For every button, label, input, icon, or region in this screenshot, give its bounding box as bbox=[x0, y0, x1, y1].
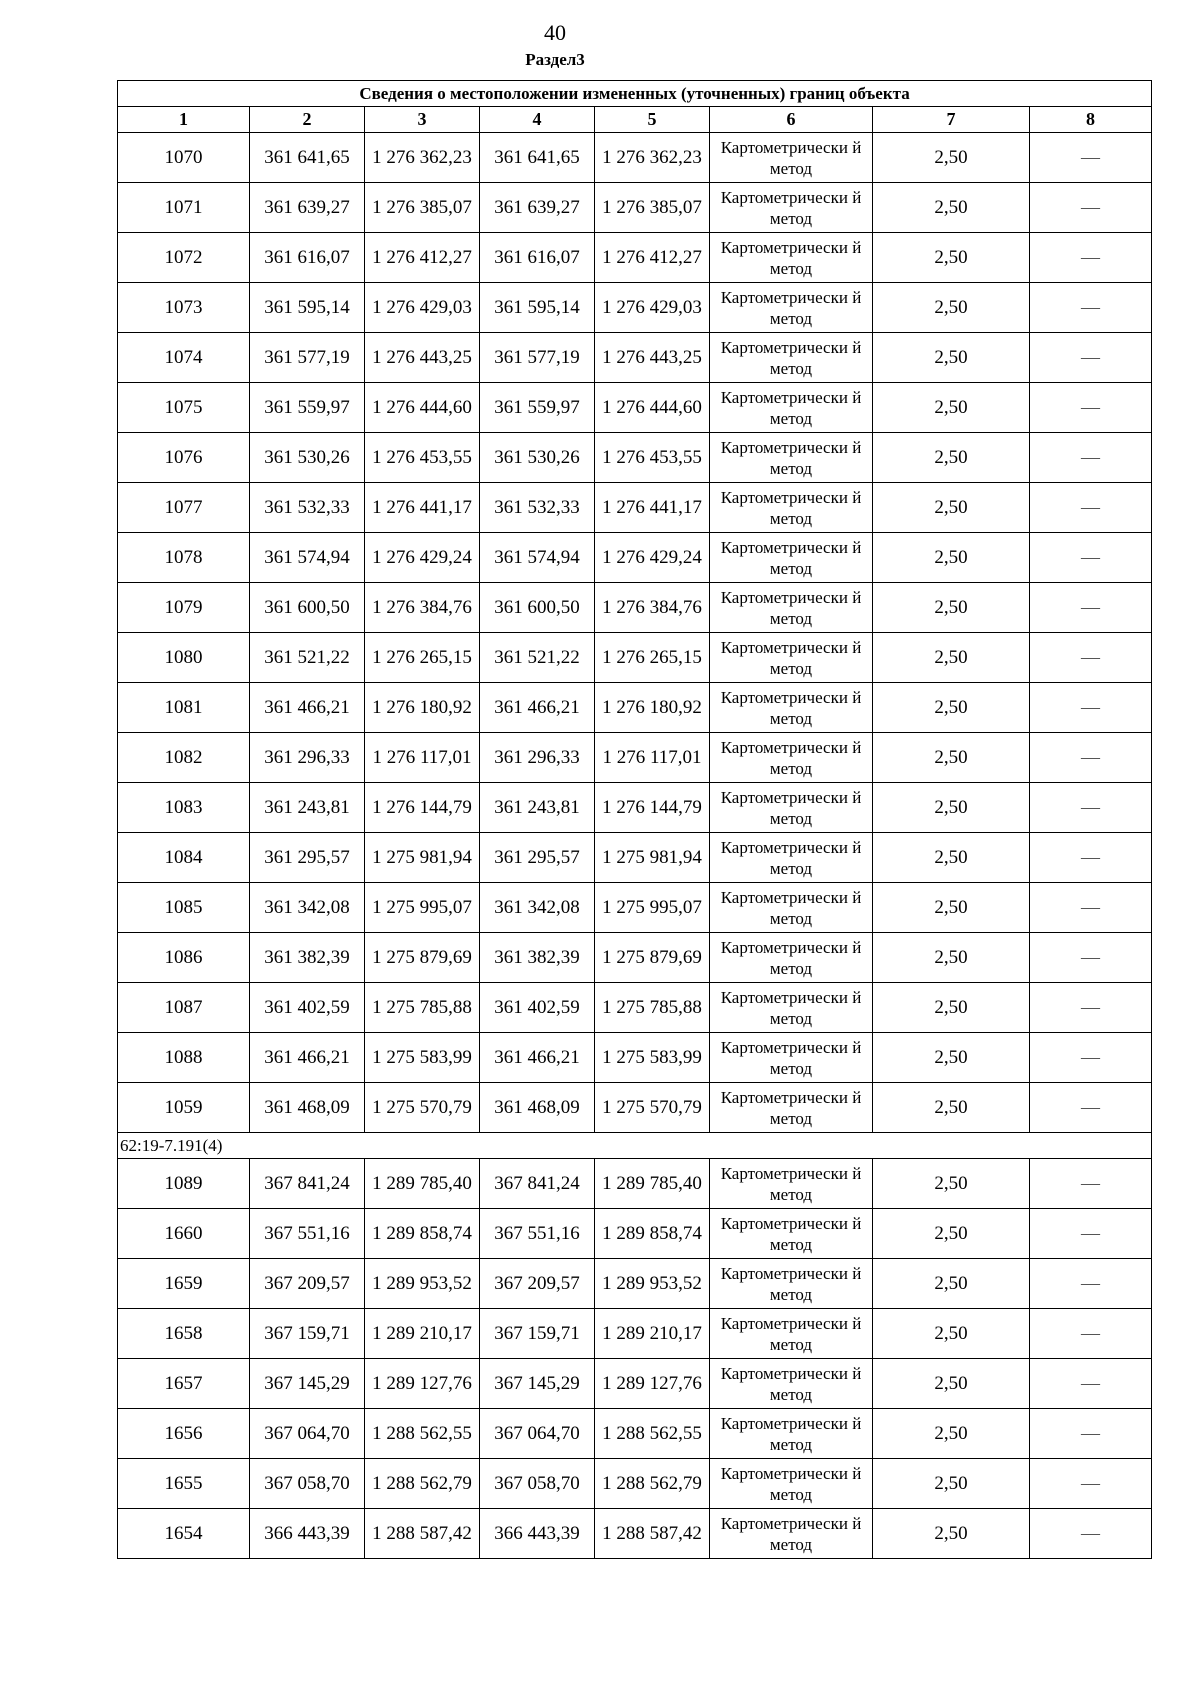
accuracy-cell: 2,50 bbox=[873, 883, 1030, 933]
description-cell: — bbox=[1030, 1509, 1152, 1559]
y-existing-cell: 1 288 587,42 bbox=[365, 1509, 480, 1559]
y-existing-cell: 1 276 412,27 bbox=[365, 233, 480, 283]
x-existing-cell: 361 295,57 bbox=[250, 833, 365, 883]
description-cell: — bbox=[1030, 133, 1152, 183]
description-cell: — bbox=[1030, 1033, 1152, 1083]
method-cell: Картометрически й метод bbox=[710, 833, 873, 883]
method-cell: Картометрически й метод bbox=[710, 133, 873, 183]
accuracy-cell: 2,50 bbox=[873, 1459, 1030, 1509]
x-existing-cell: 366 443,39 bbox=[250, 1509, 365, 1559]
x-refined-cell: 361 639,27 bbox=[480, 183, 595, 233]
y-refined-cell: 1 276 265,15 bbox=[595, 633, 710, 683]
description-cell: — bbox=[1030, 733, 1152, 783]
column-number: 3 bbox=[365, 107, 480, 133]
method-cell: Картометрически й метод bbox=[710, 1459, 873, 1509]
table-row bbox=[118, 933, 1152, 983]
accuracy-cell: 2,50 bbox=[873, 1159, 1030, 1209]
x-existing-cell: 361 521,22 bbox=[250, 633, 365, 683]
point-number-cell: 1658 bbox=[118, 1309, 250, 1359]
x-existing-cell: 361 595,14 bbox=[250, 283, 365, 333]
y-refined-cell: 1 275 995,07 bbox=[595, 883, 710, 933]
point-number-cell: 1075 bbox=[118, 383, 250, 433]
method-cell: Картометрически й метод bbox=[710, 583, 873, 633]
table-row bbox=[118, 533, 1152, 583]
accuracy-cell: 2,50 bbox=[873, 1209, 1030, 1259]
y-refined-cell: 1 289 953,52 bbox=[595, 1259, 710, 1309]
method-cell: Картометрически й метод bbox=[710, 1159, 873, 1209]
table-row bbox=[118, 1359, 1152, 1409]
accuracy-cell: 2,50 bbox=[873, 683, 1030, 733]
y-existing-cell: 1 276 362,23 bbox=[365, 133, 480, 183]
y-refined-cell: 1 276 144,79 bbox=[595, 783, 710, 833]
y-existing-cell: 1 276 429,03 bbox=[365, 283, 480, 333]
x-refined-cell: 367 058,70 bbox=[480, 1459, 595, 1509]
x-refined-cell: 361 466,21 bbox=[480, 1033, 595, 1083]
accuracy-cell: 2,50 bbox=[873, 783, 1030, 833]
method-cell: Картометрически й метод bbox=[710, 433, 873, 483]
x-existing-cell: 367 145,29 bbox=[250, 1359, 365, 1409]
method-cell: Картометрически й метод bbox=[710, 683, 873, 733]
method-cell: Картометрически й метод bbox=[710, 633, 873, 683]
x-refined-cell: 361 559,97 bbox=[480, 383, 595, 433]
x-existing-cell: 361 600,50 bbox=[250, 583, 365, 633]
y-existing-cell: 1 275 981,94 bbox=[365, 833, 480, 883]
table-row bbox=[118, 233, 1152, 283]
y-existing-cell: 1 289 127,76 bbox=[365, 1359, 480, 1409]
x-refined-cell: 361 600,50 bbox=[480, 583, 595, 633]
y-refined-cell: 1 276 453,55 bbox=[595, 433, 710, 483]
x-existing-cell: 367 159,71 bbox=[250, 1309, 365, 1359]
column-number: 4 bbox=[480, 107, 595, 133]
y-refined-cell: 1 288 587,42 bbox=[595, 1509, 710, 1559]
y-refined-cell: 1 276 362,23 bbox=[595, 133, 710, 183]
point-number-cell: 1082 bbox=[118, 733, 250, 783]
point-number-cell: 1655 bbox=[118, 1459, 250, 1509]
point-number-cell: 1072 bbox=[118, 233, 250, 283]
method-cell: Картометрически й метод bbox=[710, 283, 873, 333]
point-number-cell: 1087 bbox=[118, 983, 250, 1033]
description-cell: — bbox=[1030, 433, 1152, 483]
x-existing-cell: 361 466,21 bbox=[250, 1033, 365, 1083]
x-refined-cell: 367 159,71 bbox=[480, 1309, 595, 1359]
x-existing-cell: 361 559,97 bbox=[250, 383, 365, 433]
x-existing-cell: 367 841,24 bbox=[250, 1159, 365, 1209]
column-number: 5 bbox=[595, 107, 710, 133]
x-refined-cell: 361 574,94 bbox=[480, 533, 595, 583]
description-cell: — bbox=[1030, 183, 1152, 233]
accuracy-cell: 2,50 bbox=[873, 333, 1030, 383]
y-existing-cell: 1 276 385,07 bbox=[365, 183, 480, 233]
x-refined-cell: 361 243,81 bbox=[480, 783, 595, 833]
x-existing-cell: 367 064,70 bbox=[250, 1409, 365, 1459]
column-number: 1 bbox=[118, 107, 250, 133]
accuracy-cell: 2,50 bbox=[873, 483, 1030, 533]
method-cell: Картометрически й метод bbox=[710, 383, 873, 433]
x-refined-cell: 361 295,57 bbox=[480, 833, 595, 883]
description-cell: — bbox=[1030, 333, 1152, 383]
x-existing-cell: 367 551,16 bbox=[250, 1209, 365, 1259]
accuracy-cell: 2,50 bbox=[873, 583, 1030, 633]
method-cell: Картометрически й метод bbox=[710, 1209, 873, 1259]
point-number-cell: 1080 bbox=[118, 633, 250, 683]
accuracy-cell: 2,50 bbox=[873, 1409, 1030, 1459]
method-cell: Картометрически й метод bbox=[710, 733, 873, 783]
y-existing-cell: 1 288 562,55 bbox=[365, 1409, 480, 1459]
section-title: Раздел3 bbox=[525, 50, 585, 69]
accuracy-cell: 2,50 bbox=[873, 933, 1030, 983]
description-cell: — bbox=[1030, 1309, 1152, 1359]
description-cell: — bbox=[1030, 933, 1152, 983]
y-refined-cell: 1 276 429,03 bbox=[595, 283, 710, 333]
table-row bbox=[118, 1259, 1152, 1309]
accuracy-cell: 2,50 bbox=[873, 1509, 1030, 1559]
accuracy-cell: 2,50 bbox=[873, 183, 1030, 233]
description-cell: — bbox=[1030, 633, 1152, 683]
point-number-cell: 1077 bbox=[118, 483, 250, 533]
x-existing-cell: 361 342,08 bbox=[250, 883, 365, 933]
y-existing-cell: 1 289 858,74 bbox=[365, 1209, 480, 1259]
boundary-coordinates-table bbox=[117, 80, 1152, 1559]
point-number-cell: 1078 bbox=[118, 533, 250, 583]
accuracy-cell: 2,50 bbox=[873, 833, 1030, 883]
description-cell: — bbox=[1030, 1259, 1152, 1309]
y-refined-cell: 1 289 858,74 bbox=[595, 1209, 710, 1259]
method-cell: Картометрически й метод bbox=[710, 983, 873, 1033]
point-number-cell: 1086 bbox=[118, 933, 250, 983]
table-row bbox=[118, 1159, 1152, 1209]
point-number-cell: 1081 bbox=[118, 683, 250, 733]
y-existing-cell: 1 288 562,79 bbox=[365, 1459, 480, 1509]
x-refined-cell: 361 532,33 bbox=[480, 483, 595, 533]
table-row bbox=[118, 683, 1152, 733]
point-number-cell: 1076 bbox=[118, 433, 250, 483]
description-cell: — bbox=[1030, 383, 1152, 433]
table-row bbox=[118, 283, 1152, 333]
description-cell: — bbox=[1030, 1409, 1152, 1459]
method-cell: Картометрически й метод bbox=[710, 783, 873, 833]
point-number-cell: 1071 bbox=[118, 183, 250, 233]
table-row bbox=[118, 733, 1152, 783]
page-number: 40 bbox=[544, 20, 566, 45]
column-number-row bbox=[118, 107, 1152, 133]
method-cell: Картометрически й метод bbox=[710, 533, 873, 583]
y-refined-cell: 1 288 562,55 bbox=[595, 1409, 710, 1459]
y-existing-cell: 1 275 995,07 bbox=[365, 883, 480, 933]
point-number-cell: 1073 bbox=[118, 283, 250, 333]
x-existing-cell: 361 243,81 bbox=[250, 783, 365, 833]
point-number-cell: 1079 bbox=[118, 583, 250, 633]
description-cell: — bbox=[1030, 683, 1152, 733]
table-row bbox=[118, 1083, 1152, 1133]
accuracy-cell: 2,50 bbox=[873, 383, 1030, 433]
description-cell: — bbox=[1030, 533, 1152, 583]
method-cell: Картометрически й метод bbox=[710, 883, 873, 933]
y-existing-cell: 1 276 384,76 bbox=[365, 583, 480, 633]
point-number-cell: 1656 bbox=[118, 1409, 250, 1459]
method-cell: Картометрически й метод bbox=[710, 1409, 873, 1459]
table-row bbox=[118, 1459, 1152, 1509]
method-cell: Картометрически й метод bbox=[710, 233, 873, 283]
method-cell: Картометрически й метод bbox=[710, 1359, 873, 1409]
description-cell: — bbox=[1030, 1083, 1152, 1133]
table-row bbox=[118, 783, 1152, 833]
description-cell: — bbox=[1030, 283, 1152, 333]
x-existing-cell: 361 468,09 bbox=[250, 1083, 365, 1133]
accuracy-cell: 2,50 bbox=[873, 633, 1030, 683]
table-row bbox=[118, 383, 1152, 433]
point-number-cell: 1089 bbox=[118, 1159, 250, 1209]
method-cell: Картометрически й метод bbox=[710, 1083, 873, 1133]
point-number-cell: 1059 bbox=[118, 1083, 250, 1133]
column-number: 8 bbox=[1030, 107, 1152, 133]
x-existing-cell: 361 641,65 bbox=[250, 133, 365, 183]
description-cell: — bbox=[1030, 1459, 1152, 1509]
description-cell: — bbox=[1030, 483, 1152, 533]
table-row bbox=[118, 1509, 1152, 1559]
method-cell: Картометрически й метод bbox=[710, 933, 873, 983]
table-row bbox=[118, 633, 1152, 683]
y-refined-cell: 1 288 562,79 bbox=[595, 1459, 710, 1509]
y-refined-cell: 1 289 785,40 bbox=[595, 1159, 710, 1209]
table-body bbox=[118, 133, 1152, 1559]
group-label: 62:19-7.191(4) bbox=[118, 1133, 1152, 1159]
accuracy-cell: 2,50 bbox=[873, 533, 1030, 583]
x-existing-cell: 361 296,33 bbox=[250, 733, 365, 783]
y-existing-cell: 1 275 583,99 bbox=[365, 1033, 480, 1083]
accuracy-cell: 2,50 bbox=[873, 283, 1030, 333]
y-existing-cell: 1 276 265,15 bbox=[365, 633, 480, 683]
y-refined-cell: 1 276 117,01 bbox=[595, 733, 710, 783]
point-number-cell: 1074 bbox=[118, 333, 250, 383]
y-refined-cell: 1 276 412,27 bbox=[595, 233, 710, 283]
point-number-cell: 1085 bbox=[118, 883, 250, 933]
method-cell: Картометрически й метод bbox=[710, 1509, 873, 1559]
y-refined-cell: 1 276 180,92 bbox=[595, 683, 710, 733]
point-number-cell: 1084 bbox=[118, 833, 250, 883]
description-cell: — bbox=[1030, 1359, 1152, 1409]
table-row bbox=[118, 583, 1152, 633]
x-refined-cell: 361 296,33 bbox=[480, 733, 595, 783]
accuracy-cell: 2,50 bbox=[873, 1359, 1030, 1409]
accuracy-cell: 2,50 bbox=[873, 133, 1030, 183]
x-existing-cell: 361 532,33 bbox=[250, 483, 365, 533]
point-number-cell: 1083 bbox=[118, 783, 250, 833]
description-cell: — bbox=[1030, 883, 1152, 933]
y-existing-cell: 1 276 453,55 bbox=[365, 433, 480, 483]
description-cell: — bbox=[1030, 1209, 1152, 1259]
y-refined-cell: 1 289 127,76 bbox=[595, 1359, 710, 1409]
column-number: 7 bbox=[873, 107, 1030, 133]
x-existing-cell: 361 466,21 bbox=[250, 683, 365, 733]
description-cell: — bbox=[1030, 783, 1152, 833]
x-existing-cell: 361 616,07 bbox=[250, 233, 365, 283]
x-refined-cell: 361 521,22 bbox=[480, 633, 595, 683]
x-refined-cell: 367 841,24 bbox=[480, 1159, 595, 1209]
y-existing-cell: 1 289 785,40 bbox=[365, 1159, 480, 1209]
point-number-cell: 1088 bbox=[118, 1033, 250, 1083]
x-existing-cell: 361 402,59 bbox=[250, 983, 365, 1033]
x-existing-cell: 361 577,19 bbox=[250, 333, 365, 383]
y-existing-cell: 1 276 144,79 bbox=[365, 783, 480, 833]
table-row bbox=[118, 133, 1152, 183]
x-existing-cell: 361 382,39 bbox=[250, 933, 365, 983]
table-row bbox=[118, 883, 1152, 933]
table-row bbox=[118, 1309, 1152, 1359]
y-refined-cell: 1 275 981,94 bbox=[595, 833, 710, 883]
table-row bbox=[118, 833, 1152, 883]
point-number-cell: 1654 bbox=[118, 1509, 250, 1559]
table-caption: Сведения о местоположении измененных (уточненных) границ объекта bbox=[118, 81, 1152, 107]
x-refined-cell: 361 641,65 bbox=[480, 133, 595, 183]
x-refined-cell: 367 145,29 bbox=[480, 1359, 595, 1409]
x-refined-cell: 361 468,09 bbox=[480, 1083, 595, 1133]
y-refined-cell: 1 276 384,76 bbox=[595, 583, 710, 633]
x-refined-cell: 367 209,57 bbox=[480, 1259, 595, 1309]
x-refined-cell: 366 443,39 bbox=[480, 1509, 595, 1559]
method-cell: Картометрически й метод bbox=[710, 183, 873, 233]
y-existing-cell: 1 289 210,17 bbox=[365, 1309, 480, 1359]
accuracy-cell: 2,50 bbox=[873, 1259, 1030, 1309]
x-existing-cell: 361 574,94 bbox=[250, 533, 365, 583]
x-refined-cell: 367 551,16 bbox=[480, 1209, 595, 1259]
column-number: 2 bbox=[250, 107, 365, 133]
accuracy-cell: 2,50 bbox=[873, 1033, 1030, 1083]
x-existing-cell: 361 639,27 bbox=[250, 183, 365, 233]
y-existing-cell: 1 276 444,60 bbox=[365, 383, 480, 433]
accuracy-cell: 2,50 bbox=[873, 1309, 1030, 1359]
accuracy-cell: 2,50 bbox=[873, 433, 1030, 483]
y-existing-cell: 1 275 879,69 bbox=[365, 933, 480, 983]
method-cell: Картометрически й метод bbox=[710, 333, 873, 383]
y-refined-cell: 1 289 210,17 bbox=[595, 1309, 710, 1359]
y-existing-cell: 1 276 117,01 bbox=[365, 733, 480, 783]
y-existing-cell: 1 276 441,17 bbox=[365, 483, 480, 533]
point-number-cell: 1070 bbox=[118, 133, 250, 183]
y-refined-cell: 1 276 429,24 bbox=[595, 533, 710, 583]
table-row bbox=[118, 1409, 1152, 1459]
x-refined-cell: 361 616,07 bbox=[480, 233, 595, 283]
table-row bbox=[118, 1209, 1152, 1259]
y-existing-cell: 1 276 443,25 bbox=[365, 333, 480, 383]
x-refined-cell: 361 595,14 bbox=[480, 283, 595, 333]
y-refined-cell: 1 275 583,99 bbox=[595, 1033, 710, 1083]
x-existing-cell: 361 530,26 bbox=[250, 433, 365, 483]
x-refined-cell: 361 402,59 bbox=[480, 983, 595, 1033]
y-refined-cell: 1 276 441,17 bbox=[595, 483, 710, 533]
description-cell: — bbox=[1030, 583, 1152, 633]
point-number-cell: 1659 bbox=[118, 1259, 250, 1309]
method-cell: Картометрически й метод bbox=[710, 483, 873, 533]
group-row bbox=[118, 1133, 1152, 1159]
y-existing-cell: 1 276 429,24 bbox=[365, 533, 480, 583]
y-refined-cell: 1 276 385,07 bbox=[595, 183, 710, 233]
method-cell: Картометрически й метод bbox=[710, 1033, 873, 1083]
table-row bbox=[118, 183, 1152, 233]
description-cell: — bbox=[1030, 983, 1152, 1033]
y-refined-cell: 1 276 443,25 bbox=[595, 333, 710, 383]
y-existing-cell: 1 275 570,79 bbox=[365, 1083, 480, 1133]
accuracy-cell: 2,50 bbox=[873, 233, 1030, 283]
column-number: 6 bbox=[710, 107, 873, 133]
description-cell: — bbox=[1030, 833, 1152, 883]
x-refined-cell: 361 382,39 bbox=[480, 933, 595, 983]
y-refined-cell: 1 275 785,88 bbox=[595, 983, 710, 1033]
x-refined-cell: 361 530,26 bbox=[480, 433, 595, 483]
accuracy-cell: 2,50 bbox=[873, 983, 1030, 1033]
y-existing-cell: 1 289 953,52 bbox=[365, 1259, 480, 1309]
description-cell: — bbox=[1030, 1159, 1152, 1209]
x-refined-cell: 361 342,08 bbox=[480, 883, 595, 933]
x-refined-cell: 367 064,70 bbox=[480, 1409, 595, 1459]
table-row bbox=[118, 1033, 1152, 1083]
method-cell: Картометрически й метод bbox=[710, 1309, 873, 1359]
accuracy-cell: 2,50 bbox=[873, 1083, 1030, 1133]
accuracy-cell: 2,50 bbox=[873, 733, 1030, 783]
description-cell: — bbox=[1030, 233, 1152, 283]
method-cell: Картометрически й метод bbox=[710, 1259, 873, 1309]
y-refined-cell: 1 275 879,69 bbox=[595, 933, 710, 983]
y-existing-cell: 1 275 785,88 bbox=[365, 983, 480, 1033]
x-refined-cell: 361 466,21 bbox=[480, 683, 595, 733]
x-refined-cell: 361 577,19 bbox=[480, 333, 595, 383]
point-number-cell: 1657 bbox=[118, 1359, 250, 1409]
table-row bbox=[118, 333, 1152, 383]
y-refined-cell: 1 276 444,60 bbox=[595, 383, 710, 433]
y-refined-cell: 1 275 570,79 bbox=[595, 1083, 710, 1133]
point-number-cell: 1660 bbox=[118, 1209, 250, 1259]
table-row bbox=[118, 983, 1152, 1033]
table-row bbox=[118, 483, 1152, 533]
y-existing-cell: 1 276 180,92 bbox=[365, 683, 480, 733]
x-existing-cell: 367 058,70 bbox=[250, 1459, 365, 1509]
table-row bbox=[118, 433, 1152, 483]
x-existing-cell: 367 209,57 bbox=[250, 1259, 365, 1309]
